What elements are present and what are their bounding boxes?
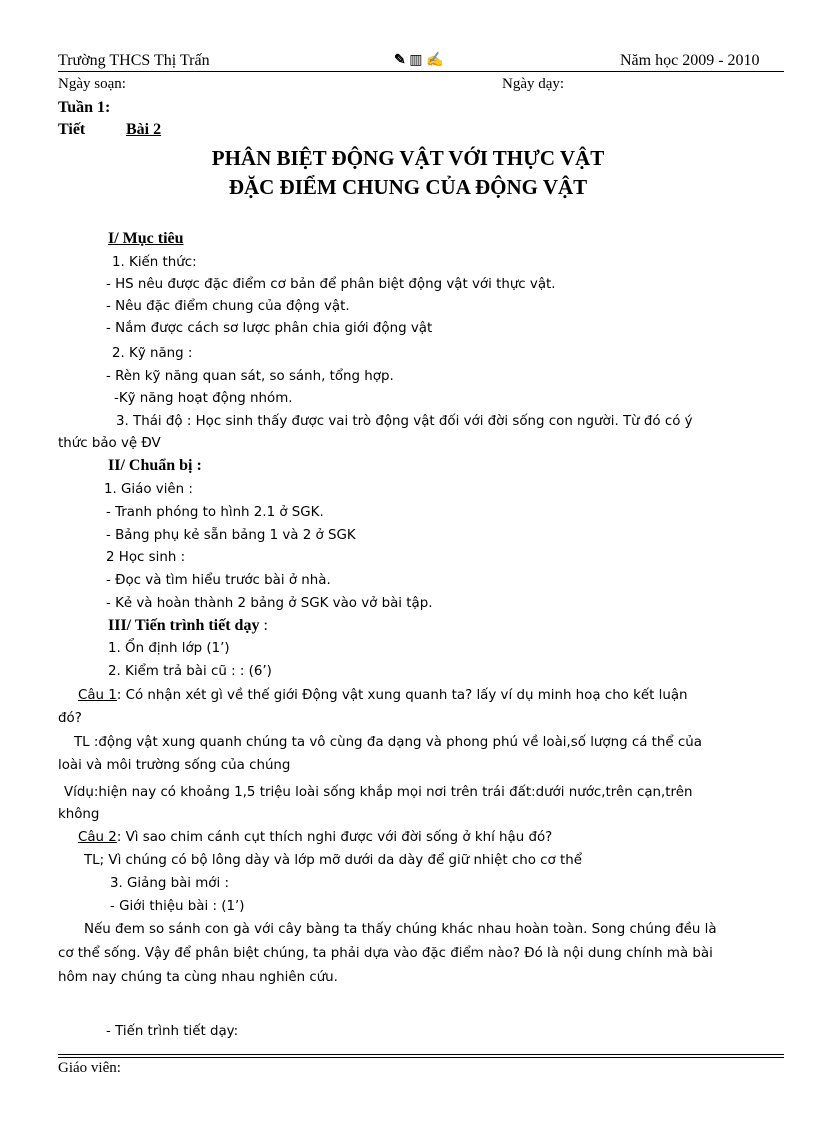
process-step: 2. Kiểm trả bài cũ : : (6’) [108, 664, 272, 679]
school-year: Năm học 2009 - 2010 [620, 52, 760, 69]
intro-heading: - Giới thiệu bài : (1’) [110, 899, 245, 914]
question-1-cont: đó? [58, 711, 82, 726]
student-item: - Kẻ và hoàn thành 2 bảng ở SGK vào vở bài tập. [106, 596, 433, 611]
knowledge-item: - Nắm được cách sơ lược phân chia giới động vật [106, 321, 433, 336]
student-item: - Đọc và tìm hiểu trước bài ở nhà. [106, 573, 331, 588]
section-process-heading-colon: : [259, 617, 268, 634]
section-preparation-heading: II/ Chuẩn bị : [108, 457, 202, 474]
week-label: Tuần 1: [58, 99, 111, 116]
question-2 [78, 830, 552, 845]
skills-heading: 2. Kỹ năng : [112, 346, 193, 361]
question-2-text: : Vì sao chim cánh cụt thích nghi được với đời sống ở khí hậu đó? [116, 830, 553, 845]
teach-date: Ngày dạy: [502, 76, 565, 92]
process-step: 3. Giảng bài mới : [110, 876, 229, 891]
teacher-item: - Tranh phóng to hình 2.1 ở SGK. [106, 505, 324, 520]
answer-2: TL; Vì chúng có bộ lông dày và lớp mỡ dưới da dày để giữ nhiệt cho cơ thể [84, 853, 582, 868]
intro-paragraph-line: Nếu đem so sánh con gà với cây bàng ta thấy chúng khác nhau hoàn toàn. Song chúng đều là [84, 922, 717, 937]
question-1 [78, 688, 688, 703]
example-text-cont: không [58, 807, 100, 822]
prep-date: Ngày soạn: [58, 76, 126, 92]
intro-paragraph-line: cơ thể sống. Vậy để phân biệt chúng, ta phải dựa vào đặc điểm nào? Đó là nội dung chính mà bài [58, 946, 713, 961]
example-text: Vídụ:hiện nay có khoảng 1,5 triệu loài sống khắp mọi nơi trên trái đất:dưới nước,trên cạn,trên [64, 785, 693, 800]
section-process-heading [108, 617, 268, 635]
footer-rule-top [58, 1054, 784, 1055]
teacher-heading: 1. Giáo viên : [104, 482, 193, 497]
page-title-line1: PHÂN BIỆT ĐỘNG VẬT VỚI THỰC VẬT [211, 146, 605, 170]
knowledge-item: - HS nêu được đặc điểm cơ bản để phân biệt động vật với thực vật. [106, 277, 556, 292]
section-process-heading-text: III/ Tiến trình tiết dạy [108, 617, 260, 634]
footer-teacher: Giáo viên: [58, 1060, 121, 1076]
section-objectives-heading: I/ Mục tiêu [108, 230, 184, 247]
footer-rule-bottom [58, 1057, 784, 1058]
attitude-text-cont: thức bảo vệ ĐV [58, 436, 161, 451]
answer-1-cont: loài và môi trường sống của chúng [58, 758, 291, 773]
process-step: 1. Ổn định lớp (1’) [108, 641, 230, 656]
intro-paragraph-line: hôm nay chúng ta cùng nhau nghiên cứu. [58, 970, 338, 985]
school-name: Trường THCS Thị Trấn [58, 52, 210, 69]
attitude-text: 3. Thái độ : Học sinh thấy được vai trò động vật đối với đời sống con người. Từ đó có ý [116, 414, 693, 429]
question-1-text: : Có nhận xét gì về thế giới Động vật xung quanh ta? lấy ví dụ minh hoạ cho kết luận [116, 688, 688, 703]
question-1-label: Câu 1 [78, 688, 117, 703]
page-title-line2: ĐẶC ĐIỂM CHUNG CỦA ĐỘNG VẬT [228, 175, 588, 199]
question-2-label: Câu 2 [78, 830, 117, 845]
header-ornament-icon: ✎ ▥ ✍ [394, 53, 444, 68]
teacher-item: - Bảng phụ kẻ sẵn bảng 1 và 2 ở SGK [106, 528, 356, 543]
answer-1: TL :động vật xung quanh chúng ta vô cùng đa dạng và phong phú về loài,số lượng cá thể của [74, 735, 702, 750]
knowledge-heading: 1. Kiến thức: [112, 255, 197, 270]
process-subheading: - Tiến trình tiết dạy: [106, 1024, 239, 1039]
header-rule [58, 71, 784, 72]
knowledge-item: - Nêu đặc điểm chung của động vật. [106, 299, 350, 314]
student-heading: 2 Học sinh : [106, 550, 186, 565]
skills-item: - Rèn kỹ năng quan sát, so sánh, tổng hợp. [106, 369, 394, 384]
skills-item: -Kỹ năng hoạt động nhóm. [114, 391, 293, 406]
lesson-label: Bài 2 [126, 121, 162, 138]
period-label: Tiết [58, 121, 86, 138]
